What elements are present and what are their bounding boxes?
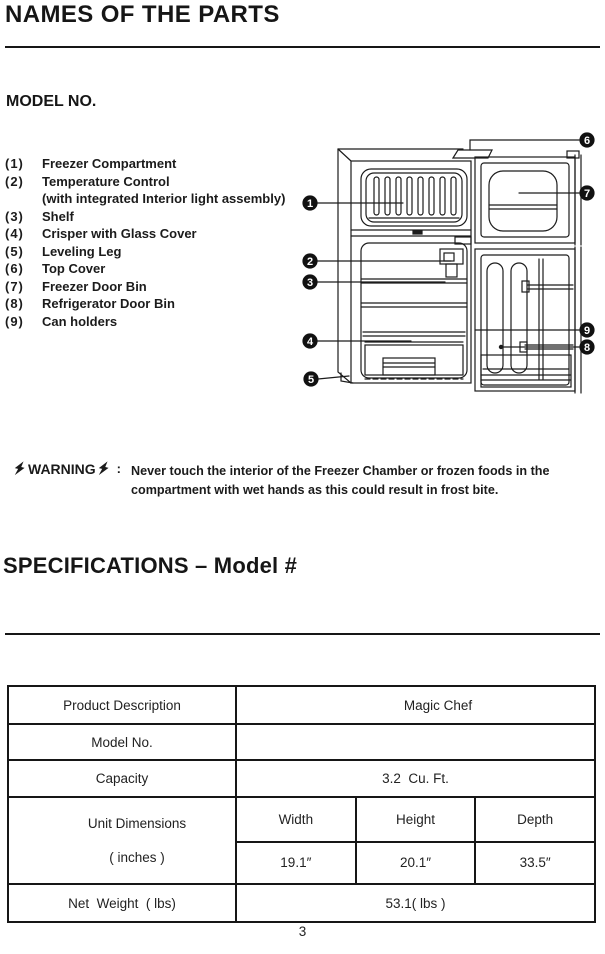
table-row xyxy=(8,760,595,797)
svg-text:5: 5 xyxy=(307,373,315,386)
list-item xyxy=(5,208,305,226)
part-label-line2: (with integrated Interior light assembly) xyxy=(42,191,286,206)
list-item xyxy=(5,313,305,331)
callout-8 xyxy=(579,339,594,354)
model-no-heading: MODEL NO. xyxy=(6,93,97,110)
part-label: Can holders xyxy=(42,313,118,329)
callout-5 xyxy=(303,371,318,386)
warning-word: WARNING xyxy=(28,460,96,477)
spec-value-net-weight: 53.1( lbs ) xyxy=(236,884,595,922)
warning-line1: Never touch the interior of the Freezer Chamber or frozen foods in the xyxy=(131,464,550,478)
refrigerator-line-art xyxy=(295,127,605,397)
table-row xyxy=(8,724,595,760)
svg-text:8: 8 xyxy=(583,341,591,354)
unit-dimensions-line1: Unit Dimensions xyxy=(87,816,187,831)
callout-9 xyxy=(579,322,594,337)
list-item xyxy=(5,173,305,208)
part-number: (9) xyxy=(5,313,24,329)
list-item xyxy=(5,243,305,261)
part-label: Top Cover xyxy=(42,261,106,276)
part-number: (1) xyxy=(5,156,24,171)
divider xyxy=(5,633,600,635)
warning-label xyxy=(14,460,121,477)
parts-list xyxy=(5,155,305,330)
list-item xyxy=(5,278,305,296)
part-label: Refrigerator Door Bin xyxy=(42,296,175,311)
lightning-icon xyxy=(98,460,110,477)
part-number: (5) xyxy=(5,243,24,259)
svg-text:2: 2 xyxy=(306,255,314,268)
svg-text:7: 7 xyxy=(583,187,591,200)
table-row xyxy=(8,884,595,922)
svg-text:4: 4 xyxy=(306,335,314,348)
part-number: (3) xyxy=(5,208,24,224)
svg-text:9: 9 xyxy=(583,324,591,337)
warning-colon: : xyxy=(116,461,122,476)
page-title: NAMES OF THE PARTS xyxy=(5,1,280,28)
list-item xyxy=(5,295,305,313)
part-label: Freezer Compartment xyxy=(42,156,177,171)
spec-label-model-no: Model No. xyxy=(8,724,236,760)
part-number: (4) xyxy=(5,226,24,241)
warning-line2: compartment with wet hands as this could result in frost bite. xyxy=(131,483,499,497)
dim-header-height: Height xyxy=(356,797,476,842)
list-item xyxy=(5,260,305,278)
warning-note xyxy=(14,460,549,500)
part-label: Freezer Door Bin xyxy=(42,278,147,294)
dim-value-depth: 33.5″ xyxy=(475,842,595,884)
callout-3 xyxy=(302,274,317,289)
part-label: Crisper with Glass Cover xyxy=(42,226,197,241)
svg-text:1: 1 xyxy=(306,197,314,210)
lightning-icon xyxy=(14,460,26,477)
divider xyxy=(5,46,600,48)
spec-label-capacity: Capacity xyxy=(8,760,236,797)
refrigerator-diagram xyxy=(295,127,605,397)
callout-6 xyxy=(579,132,594,147)
specifications-table xyxy=(7,685,596,923)
part-number: (7) xyxy=(5,278,24,294)
dim-value-width: 19.1″ xyxy=(236,842,356,884)
part-label: Leveling Leg xyxy=(42,243,122,259)
dim-value-height: 20.1″ xyxy=(356,842,476,884)
warning-text xyxy=(131,460,549,500)
spec-label-product-description: Product Description xyxy=(8,686,236,724)
list-item xyxy=(5,155,305,173)
callout-2 xyxy=(302,253,317,268)
svg-text:6: 6 xyxy=(583,134,591,147)
part-number: (6) xyxy=(5,261,24,276)
spec-label-net-weight: Net Weight ( lbs) xyxy=(8,884,236,922)
callout-4 xyxy=(302,333,317,348)
callout-1 xyxy=(302,195,317,210)
unit-dimensions-line2: ( inches ) xyxy=(109,850,165,865)
spec-value-capacity: 3.2 Cu. Ft. xyxy=(236,760,595,797)
part-number: (8) xyxy=(5,296,24,311)
table-row xyxy=(8,797,595,842)
spec-value-product-description: Magic Chef xyxy=(236,686,595,724)
part-label xyxy=(42,173,305,208)
part-label: Shelf xyxy=(42,208,74,224)
spec-value-model-no xyxy=(236,724,595,760)
part-label-line1: Temperature Control xyxy=(42,173,170,189)
part-number: (2) xyxy=(5,173,24,189)
specifications-title: SPECIFICATIONS – Model # xyxy=(3,553,298,578)
dim-header-depth: Depth xyxy=(475,797,595,842)
table-row xyxy=(8,686,595,724)
page-number: 3 xyxy=(298,924,307,939)
dim-header-width: Width xyxy=(236,797,356,842)
spec-label-unit-dimensions xyxy=(8,797,236,884)
svg-text:3: 3 xyxy=(306,276,314,289)
callout-7 xyxy=(579,185,594,200)
list-item xyxy=(5,225,305,243)
